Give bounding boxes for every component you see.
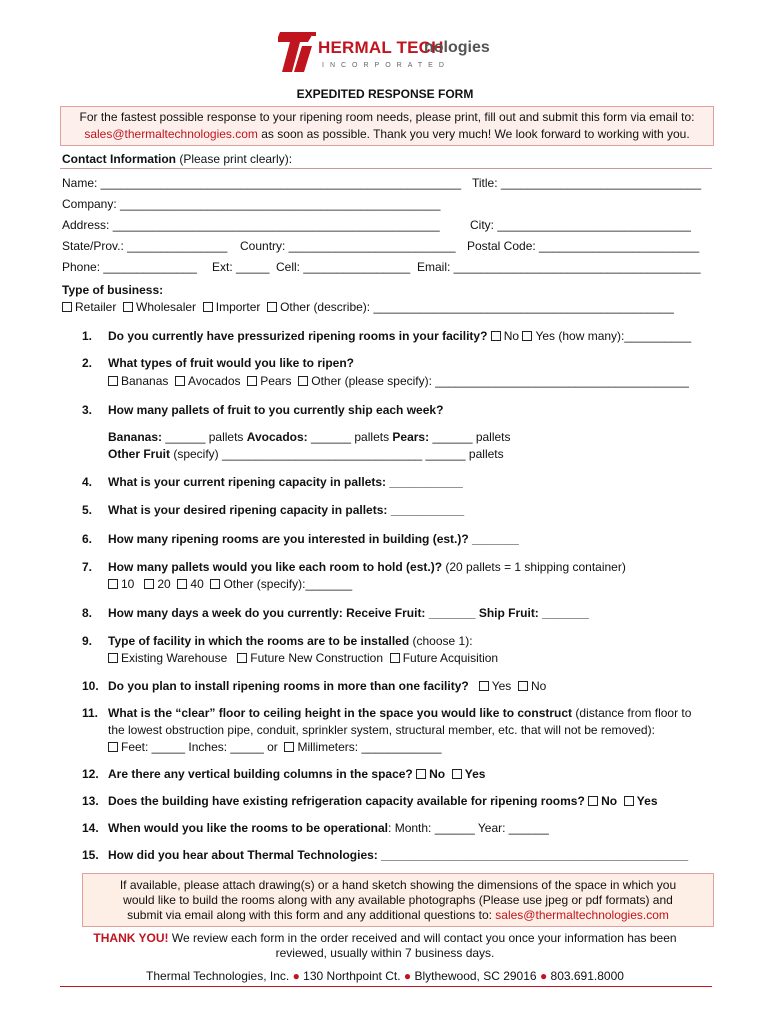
q8-number: 8. — [82, 606, 93, 620]
checkbox-20[interactable] — [144, 579, 154, 589]
city-field[interactable]: City: _____________________________ — [470, 218, 691, 232]
footer-rule — [60, 986, 712, 987]
q13-number: 13. — [82, 794, 99, 808]
q3-text: How many pallets of fruit to you currently ship each week? — [108, 403, 444, 417]
footer-address: 130 Northpoint Ct. — [303, 969, 401, 983]
q5-number: 5. — [82, 503, 93, 517]
q12-number: 12. — [82, 767, 99, 781]
q3-number: 3. — [82, 403, 93, 417]
q7-options: 10 20 40 Other (specify):_______ — [108, 577, 352, 592]
intro-box — [60, 106, 714, 146]
checkbox-wholesaler[interactable] — [123, 302, 133, 312]
bullet-icon: ● — [403, 969, 412, 983]
checkbox-q13-no[interactable] — [588, 796, 598, 806]
checkbox-q1-no[interactable] — [491, 331, 501, 341]
logo-name-tail: nologies — [424, 39, 490, 56]
q14-text[interactable]: When would you like the rooms to be operational: Month: ______ Year: ______ — [108, 821, 549, 835]
checkbox-q12-no[interactable] — [416, 769, 426, 779]
q4-text[interactable]: What is your current ripening capacity in pallets: ___________ — [108, 475, 463, 489]
business-heading: Type of business: — [62, 283, 164, 297]
q12-text: Are there any vertical building columns in the space? No Yes — [108, 767, 486, 781]
contact-rule — [60, 168, 712, 169]
attach-line-1: If available, please attach drawing(s) or a hand sketch showing the dimensions of the space in which you — [119, 878, 677, 892]
checkbox-10[interactable] — [108, 579, 118, 589]
q10-number: 10. — [82, 679, 99, 693]
q6-text[interactable]: How many ripening rooms are you interested in building (est.)? _______ — [108, 532, 519, 546]
intro-line-1: For the fastest possible response to your ripening room needs, please print, fill out and submit this form via email to: — [79, 110, 695, 124]
checkbox-importer[interactable] — [203, 302, 213, 312]
checkbox-millimeters[interactable] — [284, 742, 294, 752]
checkbox-existing-warehouse[interactable] — [108, 653, 118, 663]
q11-text: What is the “clear” floor to ceiling height in the space you would like to construct (distance from floor to — [108, 706, 692, 720]
checkbox-pears[interactable] — [247, 376, 257, 386]
q15-number: 15. — [82, 848, 99, 862]
country-field[interactable]: Country: _________________________ — [240, 239, 456, 253]
q11-number: 11. — [82, 706, 99, 720]
checkbox-future-new-construction[interactable] — [237, 653, 247, 663]
checkbox-bananas[interactable] — [108, 376, 118, 386]
q7-number: 7. — [82, 560, 93, 574]
address-field[interactable]: Address: _________________________________________________ — [62, 218, 440, 232]
postal-code-field[interactable]: Postal Code: ________________________ — [467, 239, 700, 253]
q15-text[interactable]: How did you hear about Thermal Technologies: ______________________________________________ — [108, 848, 689, 862]
bullet-icon: ● — [539, 969, 548, 983]
name-field[interactable]: Name: ______________________________________________________ — [62, 176, 462, 190]
footer-contact — [0, 969, 770, 984]
q11-options: Feet: _____ Inches: _____ or Millimeters: ____________ — [108, 740, 442, 755]
logo-subline: INCORPORATED — [322, 62, 450, 69]
checkbox-40[interactable] — [177, 579, 187, 589]
attach-email-link[interactable]: sales@thermaltechnologies.com — [495, 908, 669, 922]
state-field[interactable]: State/Prov.: _______________ — [62, 239, 228, 253]
footer-company: Thermal Technologies, Inc. — [146, 969, 290, 983]
q3-line-2[interactable]: Other Fruit (specify) ______________________________ ______ pallets — [108, 447, 504, 461]
attach-line-3: submit via email along with this form and any additional questions to: sales@thermaltechnologies.com — [127, 908, 669, 922]
checkbox-q13-yes[interactable] — [624, 796, 634, 806]
q13-text: Does the building have existing refrigeration capacity available for ripening rooms? No Yes — [108, 794, 658, 808]
ext-field[interactable]: Ext: _____ — [212, 260, 270, 274]
q2-number: 2. — [82, 356, 93, 370]
footer-city: Blythewood, SC 29016 — [414, 969, 537, 983]
checkbox-q12-yes[interactable] — [452, 769, 462, 779]
attach-line-2: would like to build the rooms along with any available photographs (Please use jpeg or pdf formats) and — [123, 893, 673, 907]
q2-text: What types of fruit would you like to ripen? — [108, 356, 354, 370]
q4-number: 4. — [82, 475, 93, 489]
intro-line-2-rest: as soon as possible. Thank you very much! We look forward to working with you. — [257, 127, 690, 141]
checkbox-other-pallets[interactable] — [210, 579, 220, 589]
logo-name-bold: HERMAL TECH — [318, 38, 444, 57]
q10-text: Do you plan to install ripening rooms in more than one facility? Yes No — [108, 679, 547, 693]
checkbox-feet[interactable] — [108, 742, 118, 752]
checkbox-other[interactable] — [267, 302, 277, 312]
checkbox-other-fruit[interactable] — [298, 376, 308, 386]
q1-number: 1. — [82, 329, 93, 343]
q6-number: 6. — [82, 532, 93, 546]
checkbox-q10-no[interactable] — [518, 681, 528, 691]
checkbox-q10-yes[interactable] — [479, 681, 489, 691]
q9-options: Existing Warehouse Future New Construction Future Acquisition — [108, 651, 498, 666]
q5-text[interactable]: What is your desired ripening capacity in pallets: ___________ — [108, 503, 465, 517]
footer-phone: 803.691.8000 — [550, 969, 624, 983]
q2-options: Bananas Avocados Pears Other (please specify): ______________________________________ — [108, 374, 689, 389]
company-logo — [278, 28, 488, 76]
checkbox-avocados[interactable] — [175, 376, 185, 386]
contact-heading: Contact Information (Please print clearly): — [62, 152, 293, 166]
thanks-line-1: THANK YOU! We review each form in the order received and will contact you once your information has been — [93, 931, 677, 945]
q11-line-2: the lowest obstruction pipe, conduit, sprinkler system, structural member, etc. that will not be removed): — [108, 723, 655, 737]
q9-number: 9. — [82, 634, 93, 648]
q3-line-1[interactable]: Bananas: ______ pallets Avocados: ______ pallets Pears: ______ pallets — [108, 430, 511, 444]
q7-text: How many pallets would you like each room to hold (est.)? (20 pallets = 1 shipping container) — [108, 560, 626, 574]
business-options: Retailer Wholesaler Importer Other (describe): _____________________________________________ — [62, 300, 674, 315]
intro-line-2 — [61, 126, 713, 143]
q14-number: 14. — [82, 821, 99, 835]
checkbox-future-acquisition[interactable] — [390, 653, 400, 663]
thanks-line-2: reviewed, usually within 7 business days. — [275, 946, 495, 960]
q9-text: Type of facility in which the rooms are to be installed (choose 1): — [108, 634, 473, 648]
attach-box — [82, 873, 714, 927]
cell-field[interactable]: Cell: ________________ — [276, 260, 411, 274]
title-field[interactable]: Title: ______________________________ — [472, 176, 702, 190]
bullet-icon: ● — [292, 969, 300, 983]
checkbox-retailer[interactable] — [62, 302, 72, 312]
company-field[interactable]: Company: ________________________________________________ — [62, 197, 441, 211]
checkbox-q1-yes[interactable] — [522, 331, 532, 341]
form-title: EXPEDITED RESPONSE FORM — [296, 87, 474, 101]
q8-text[interactable]: How many days a week do you currently: Receive Fruit: _______ Ship Fruit: _______ — [108, 606, 589, 620]
email-field[interactable]: Email: _____________________________________ — [417, 260, 701, 274]
intro-email-link[interactable]: sales@thermaltechnologies.com — [84, 127, 258, 141]
q1: Do you currently have pressurized ripening rooms in your facility? No Yes (how many):__________ — [108, 329, 692, 343]
phone-field[interactable]: Phone: ______________ — [62, 260, 197, 274]
